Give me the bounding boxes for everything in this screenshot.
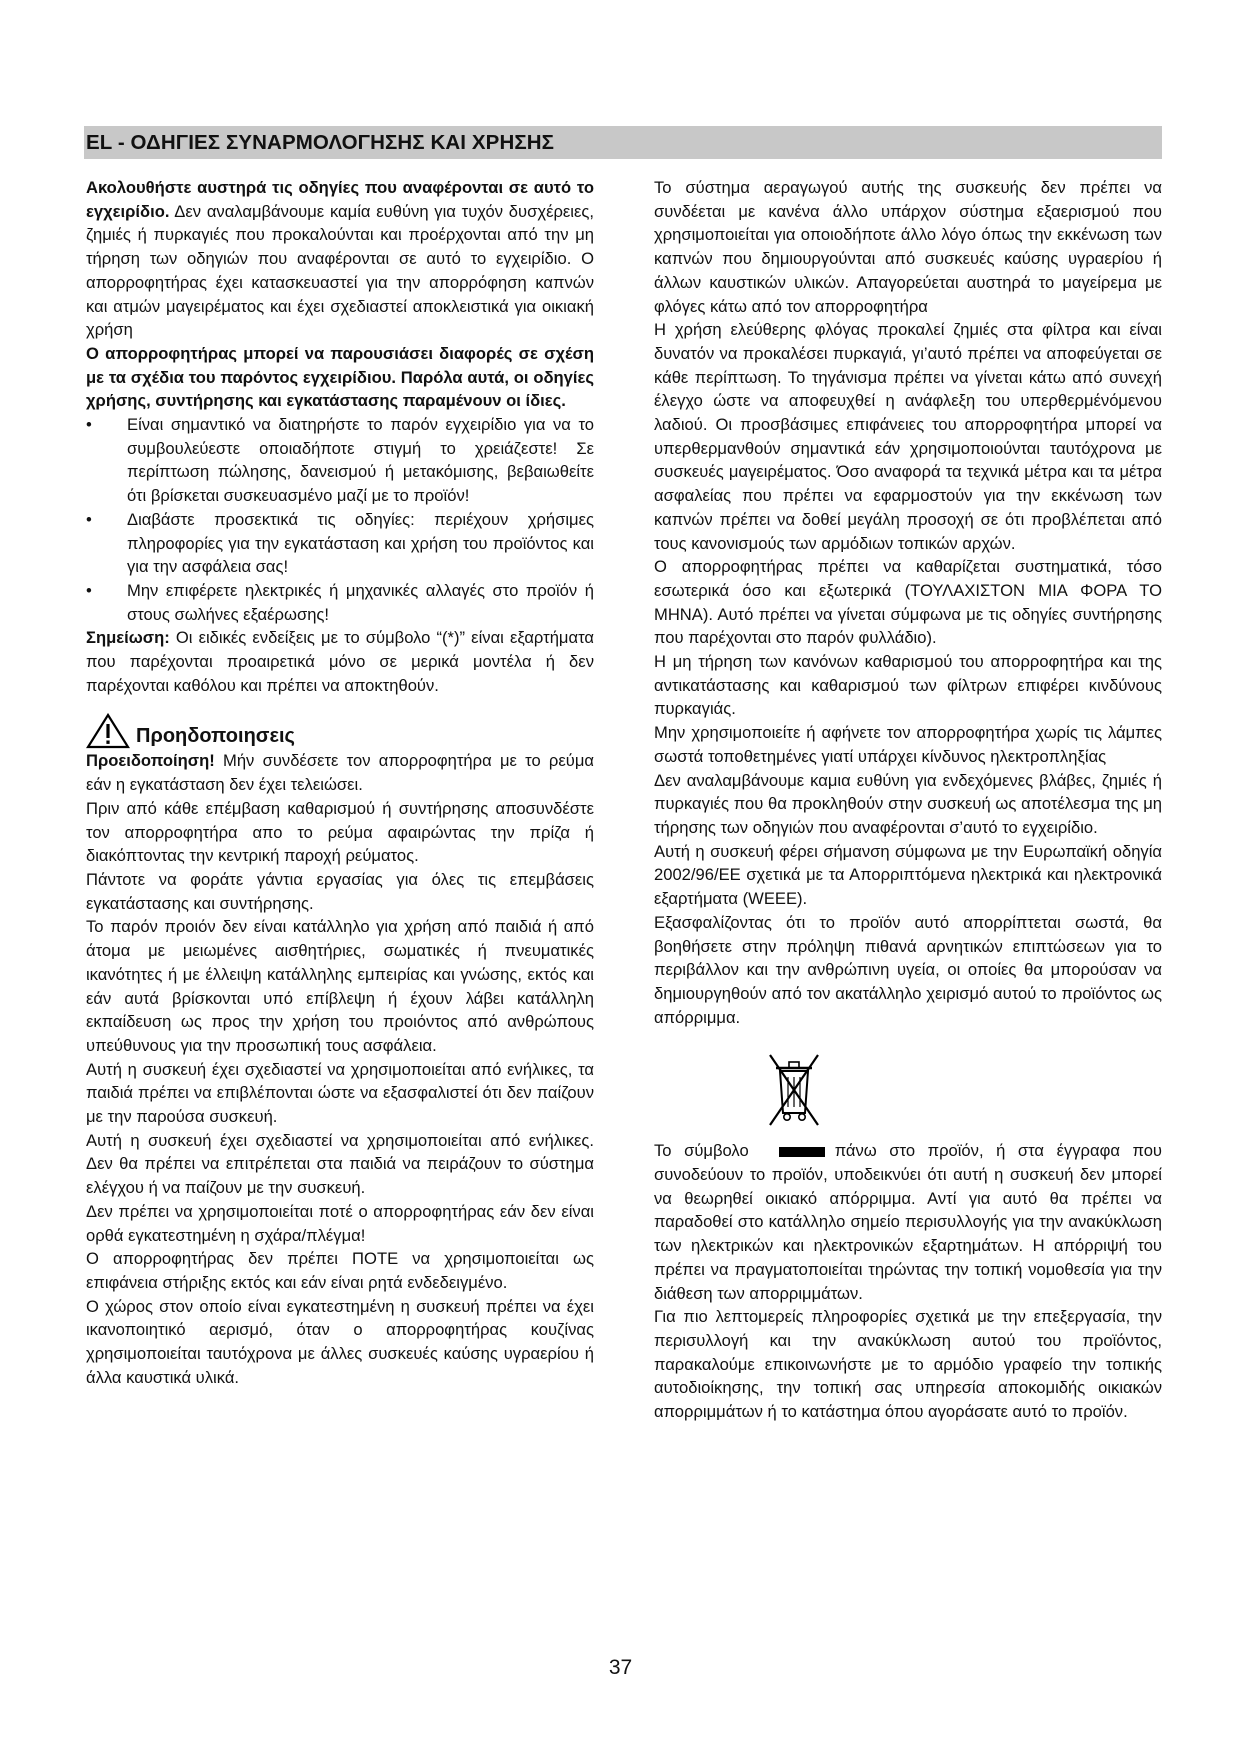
warning-text: Μήν συνδέσετε τον απορροφητήρα με το ρεύμα εάν η εγκατάσταση δεν έχει τελειώσει. xyxy=(86,751,594,795)
paragraph: Δεν πρέπει να χρησιμοποιείται ποτέ ο απορροφητήρας εάν δεν είναι ορθά εγκατεστημένη η σχάρα/πλέγμα! xyxy=(86,1201,594,1245)
paragraph: Μην χρησιμοποιείτε ή αφήνετε τον απορροφητήρα χωρίς τις λάμπες σωστά τοποθετημένες γιατί υπάρχει κίνδυνος ηλεκτροπληξίας xyxy=(654,723,1162,766)
paragraph: Αυτή η συσκευή έχει σχεδιαστεί να χρησιμοποιείται από ενήλικες, τα παιδιά πρέπει να επιβλέπονται ώστε να εξασφαλιστεί ότι δεν παίζουν με την παρούσα συσκευή. xyxy=(86,1059,594,1127)
black-bar-icon xyxy=(779,1147,825,1157)
bullet-item: • Διαβάστε προσεκτικά τις οδηγίες: περιέχουν χρήσιμες πληροφορίες για την εγκατάσταση και χρήση του προϊόντος και για την ασφάλεια σας! xyxy=(86,508,594,579)
section-header-bar xyxy=(84,126,1162,159)
note-label: Σημείωση: xyxy=(86,628,170,648)
page-title: EL - ΟΔΗΓΙΕΣ ΣΥΝΑΡΜΟΛΟΓΗΣΗΣ ΚΑΙ ΧΡΗΣΗΣ xyxy=(86,131,555,154)
paragraph: Αυτή η συσκευή φέρει σήμανση σύμφωνα με την Ευρωπαϊκή οδηγία 2002/96/ΕΕ σχετικά με τα Απορριπτόμενα ηλεκτρικά και ηλεκτρονικά εξαρτήματα (WEEE). xyxy=(654,841,1162,909)
warnings-title: Προηδοποιησεις xyxy=(136,724,295,747)
right-column xyxy=(654,176,1162,1424)
paragraph: Ο χώρος στον οποίο είναι εγκατεστημένη η συσκευή πρέπει να έχει ικανοποιητικό αερισμό, όταν ο απορροφητήρας κουζίνας χρησιμοποιείται ταυτόχρονα με άλλες συσκευές καύσης υγραερίου ή άλλα καυστικά υλικά. xyxy=(86,1296,594,1387)
paragraph: Δεν αναλαμβάνουμε καμια ευθύνη για ενδεχόμενες βλάβες, ζημιές ή πυρκαγιές που θα προκληθούν στην συσκευή ως αποτέλεσμα της μη τήρησης των οδηγιών που αναφέρονται σ’αυτό το εγχειρίδιο. xyxy=(654,770,1162,837)
intro-text: Δεν αναλαμβάνουμε καμία ευθύνη για τυχόν δυσχέρειες, ζημιές ή πυρκαγιές που προκαλούνται και προέρχονται από την μη τήρηση των οδηγιών που αναφέρονται σε αυτό το εγχειρίδιο. Ο απορροφητήρας έχει κατασκευαστεί για την απορρόφηση καπνών και ατμών μαγειρέματος και έχει σχεδιαστεί αποκλειστικά για οικιακή χρήση xyxy=(86,201,594,340)
weee-symbol-area xyxy=(654,1051,1162,1139)
paragraph: Ο απορροφητήρας δεν πρέπει ΠΟΤΕ να χρησιμοποιείται ως επιφάνεια στήριξης εκτός και εάν είναι ρητά ενδεδειγμένο. xyxy=(86,1249,594,1292)
paragraph: Η μη τήρηση των κανόνων καθαρισμού του απορροφητήρα και της αντικατάστασης και καθαρισμού των φίλτρων επιφέρει κινδύνους πυρκαγιάς. xyxy=(654,652,1162,719)
paragraph: Η χρήση ελεύθερης φλόγας προκαλεί ζημιές στα φίλτρα και είναι δυνατόν να προκαλέσει πυρκαγιά, γι’αυτό πρέπει να αποφεύγεται σε κάθε περίπτωση. Το τηγάνισμα πρέπει να γίνεται κάτω από συνεχή έλεγχο ώστε να αποφευχθεί η ανάφλεξη του υπερθερμένόμενου λαδιού. Οι προσβάσιμες επιφάνειες του απορροφητήρα μπορεί να υπερθερμανθούν σημαντικά εάν χρησιμοποιούνται ταυτόχρονα με συσκευές μαγειρέματος. Όσο αναφορά τα τεχνικά μέτρα και τα μέτρα ασφαλείας που πρέπει να εφαρμοστούν για την εκκένωση των καπνών πρέπει να δοθεί μεγάλη προσοχή σε ότι προβλέπεται από τους κανονισμούς των αρμόδιων τοπικών αρχών. xyxy=(654,320,1162,553)
bullet-list xyxy=(86,413,594,626)
warning-triangle-icon xyxy=(86,713,130,749)
variation-notice: Ο απορροφητήρας μπορεί να παρουσιάσει διαφορές σε σχέση με τα σχέδια του παρόντος εγχειρίδιου. Παρόλα αυτά, οι οδηγίες χρήσης, συντήρησης και εγκατάστασης παραμένουν οι ίδιες. xyxy=(86,343,594,411)
paragraph: Ο απορροφητήρας πρέπει να καθαρίζεται συστηματικά, τόσο εσωτερικά όσο και εξωτερικά (ΤΟΥΛΑΧΙΣΤΟΝ ΜΙΑ ΦΟΡΑ ΤΟ ΜΗΝΑ). Αυτό πρέπει να γίνεται σύμφωνα με τις οδηγίες συντήρησης που παρέχονται στο παρόν φυλλάδιο). xyxy=(654,557,1162,648)
left-column xyxy=(86,176,594,1389)
warnings-heading xyxy=(86,713,594,749)
intro-paragraph xyxy=(86,176,594,342)
bullet-item: • Είναι σημαντικό να διατηρήστε το παρόν εγχειρίδιο για να το συμβουλεύεστε οποιαδήποτε στιγμή το χρειάζεστε! Σε περίπτωση πώλησης, δανεισμού ή μετακόμισης, βεβαιωθείτε ότι βρίσκεται συσκευασμένο μαζί με το προϊόν! xyxy=(86,413,594,508)
warning-label: Προειδοποίηση! xyxy=(86,751,215,771)
note-paragraph xyxy=(86,626,594,697)
symbol-post-text: πάνω στο προϊόν, ή στα έγγραφα που συνοδεύουν το προϊόν, υποδεικνύει ότι αυτή η συσκευή δεν μπορεί να θεωρηθεί οικιακό απόρριμμα. Αντί για αυτό θα πρέπει να παραδοθεί στο κατάλληλο σημείο περισυλλογής για την ανακύκλωση των ηλεκτρικών και ηλεκτρονικών εξαρτημάτων. Η απόρριψή του πρέπει να πραγματοποιείται τηρώντας την τοπική νομοθεσία για την διάθεση των απορριμμάτων. xyxy=(654,1141,1163,1303)
bullet-item: • Μην επιφέρετε ηλεκτρικές ή μηχανικές αλλαγές στο προϊόν ή στους σωλήνες εξαέρωσης! xyxy=(86,579,594,626)
paragraph: Πάντοτε να φοράτε γάντια εργασίας για όλες τις επεμβάσεις εγκατάστασης και συντήρησης. xyxy=(86,869,594,913)
page-number: 37 xyxy=(608,1656,633,1679)
paragraph: Για πιο λεπτομερείς πληροφορίες σχετικά με την επεξεργασία, την περισυλλογή και την ανακύκλωση αυτού του προϊόντος, παρακαλούμε επικοινωνήστε με το αρμόδιο γραφείο την τοπικής αυτοδιοίκησης, την τοπική σας υπηρεσία αποκομιδής οικιακών απορριμμάτων ή το κατάστημα όπου αγοράσατε αυτό το προϊόν. xyxy=(654,1307,1162,1422)
note-text: Οι ειδικές ενδείξεις με το σύμβολο “(*)” είναι εξαρτήματα που παρέχονται προαιρετικά μόνο σε μερικά μοντέλα ή δεν παρέχονται καθόλου και πρέπει να αποκτηθούν. xyxy=(86,628,594,695)
paragraph: Το παρόν προιόν δεν είναι κατάλληλο για χρήση από παιδιά ή από άτομα με μειωμένες αισθητήριες, σωματικές ή πνευματικές ικανότητες ή με έλλειψη κατάλληλης εμπειρίας και γνώσης, εκτός και εάν αυτά βρίσκονται υπό επίβλεψη ή έχουν λάβει κατάλληλη εκπαίδευση ως προς την χρήση του προιόντος από ανθρώπους υπεύθυνους για την προσωπική τους ασφάλεια. xyxy=(86,917,594,1055)
paragraph: Πριν από κάθε επέμβαση καθαρισμού ή συντήρησης αποσυνδέστε τον απορροφητήρα απο το ρεύμα αφαιρώντας την πρίζα ή διακόπτοντας την κεντρική παροχή ρεύματος. xyxy=(86,798,594,866)
paragraph: Αυτή η συσκευή έχει σχεδιαστεί να χρησιμοποιείται από ενήλικες. Δεν θα πρέπει να επιτρέπεται στα παιδιά να πειράζουν το σύστημα ελέγχου ή να παίζουν με την συσκευή. xyxy=(86,1130,594,1198)
paragraph: Το σύστημα αεραγωγού αυτής της συσκευής δεν πρέπει να συνδέεται με κανένα άλλο υπάρχον σύστημα εξαερισμού που χρησιμοποιείται για οποιοδήποτε άλλο λόγο όπως την εκκένωση των καπνών που δημιουργούνται από συσκευές καύσης υγραερίου ή άλλων καυστικών υλικών. Απαγορεύεται αυστηρά το μαγείρεμα με φλόγες κάτω από τον απορροφητήρα xyxy=(654,178,1162,316)
warning-paragraph xyxy=(86,749,594,796)
intro-bold: Ακολουθήστε αυστηρά τις οδηγίες που αναφέρονται σε αυτό το εγχειρίδιο. xyxy=(86,178,594,221)
symbol-paragraph xyxy=(654,1139,1162,1305)
paragraph: Εξασφαλίζοντας ότι το προϊόν αυτό απορρίπτεται σωστά, θα βοηθήσετε στην πρόληψη πιθανά αρνητικών επιπτώσεων για το περιβάλλον και την ανθρώπινη υγεία, οι οποίες θα μπορούσαν να δημιουργηθούν από τον ακατάλληλο χειρισμό αυτού το προϊόντος ως απόρριμμα. xyxy=(654,912,1162,1027)
crossed-bin-icon xyxy=(764,1051,824,1131)
symbol-pre-text: Το σύμβολο xyxy=(654,1141,749,1161)
